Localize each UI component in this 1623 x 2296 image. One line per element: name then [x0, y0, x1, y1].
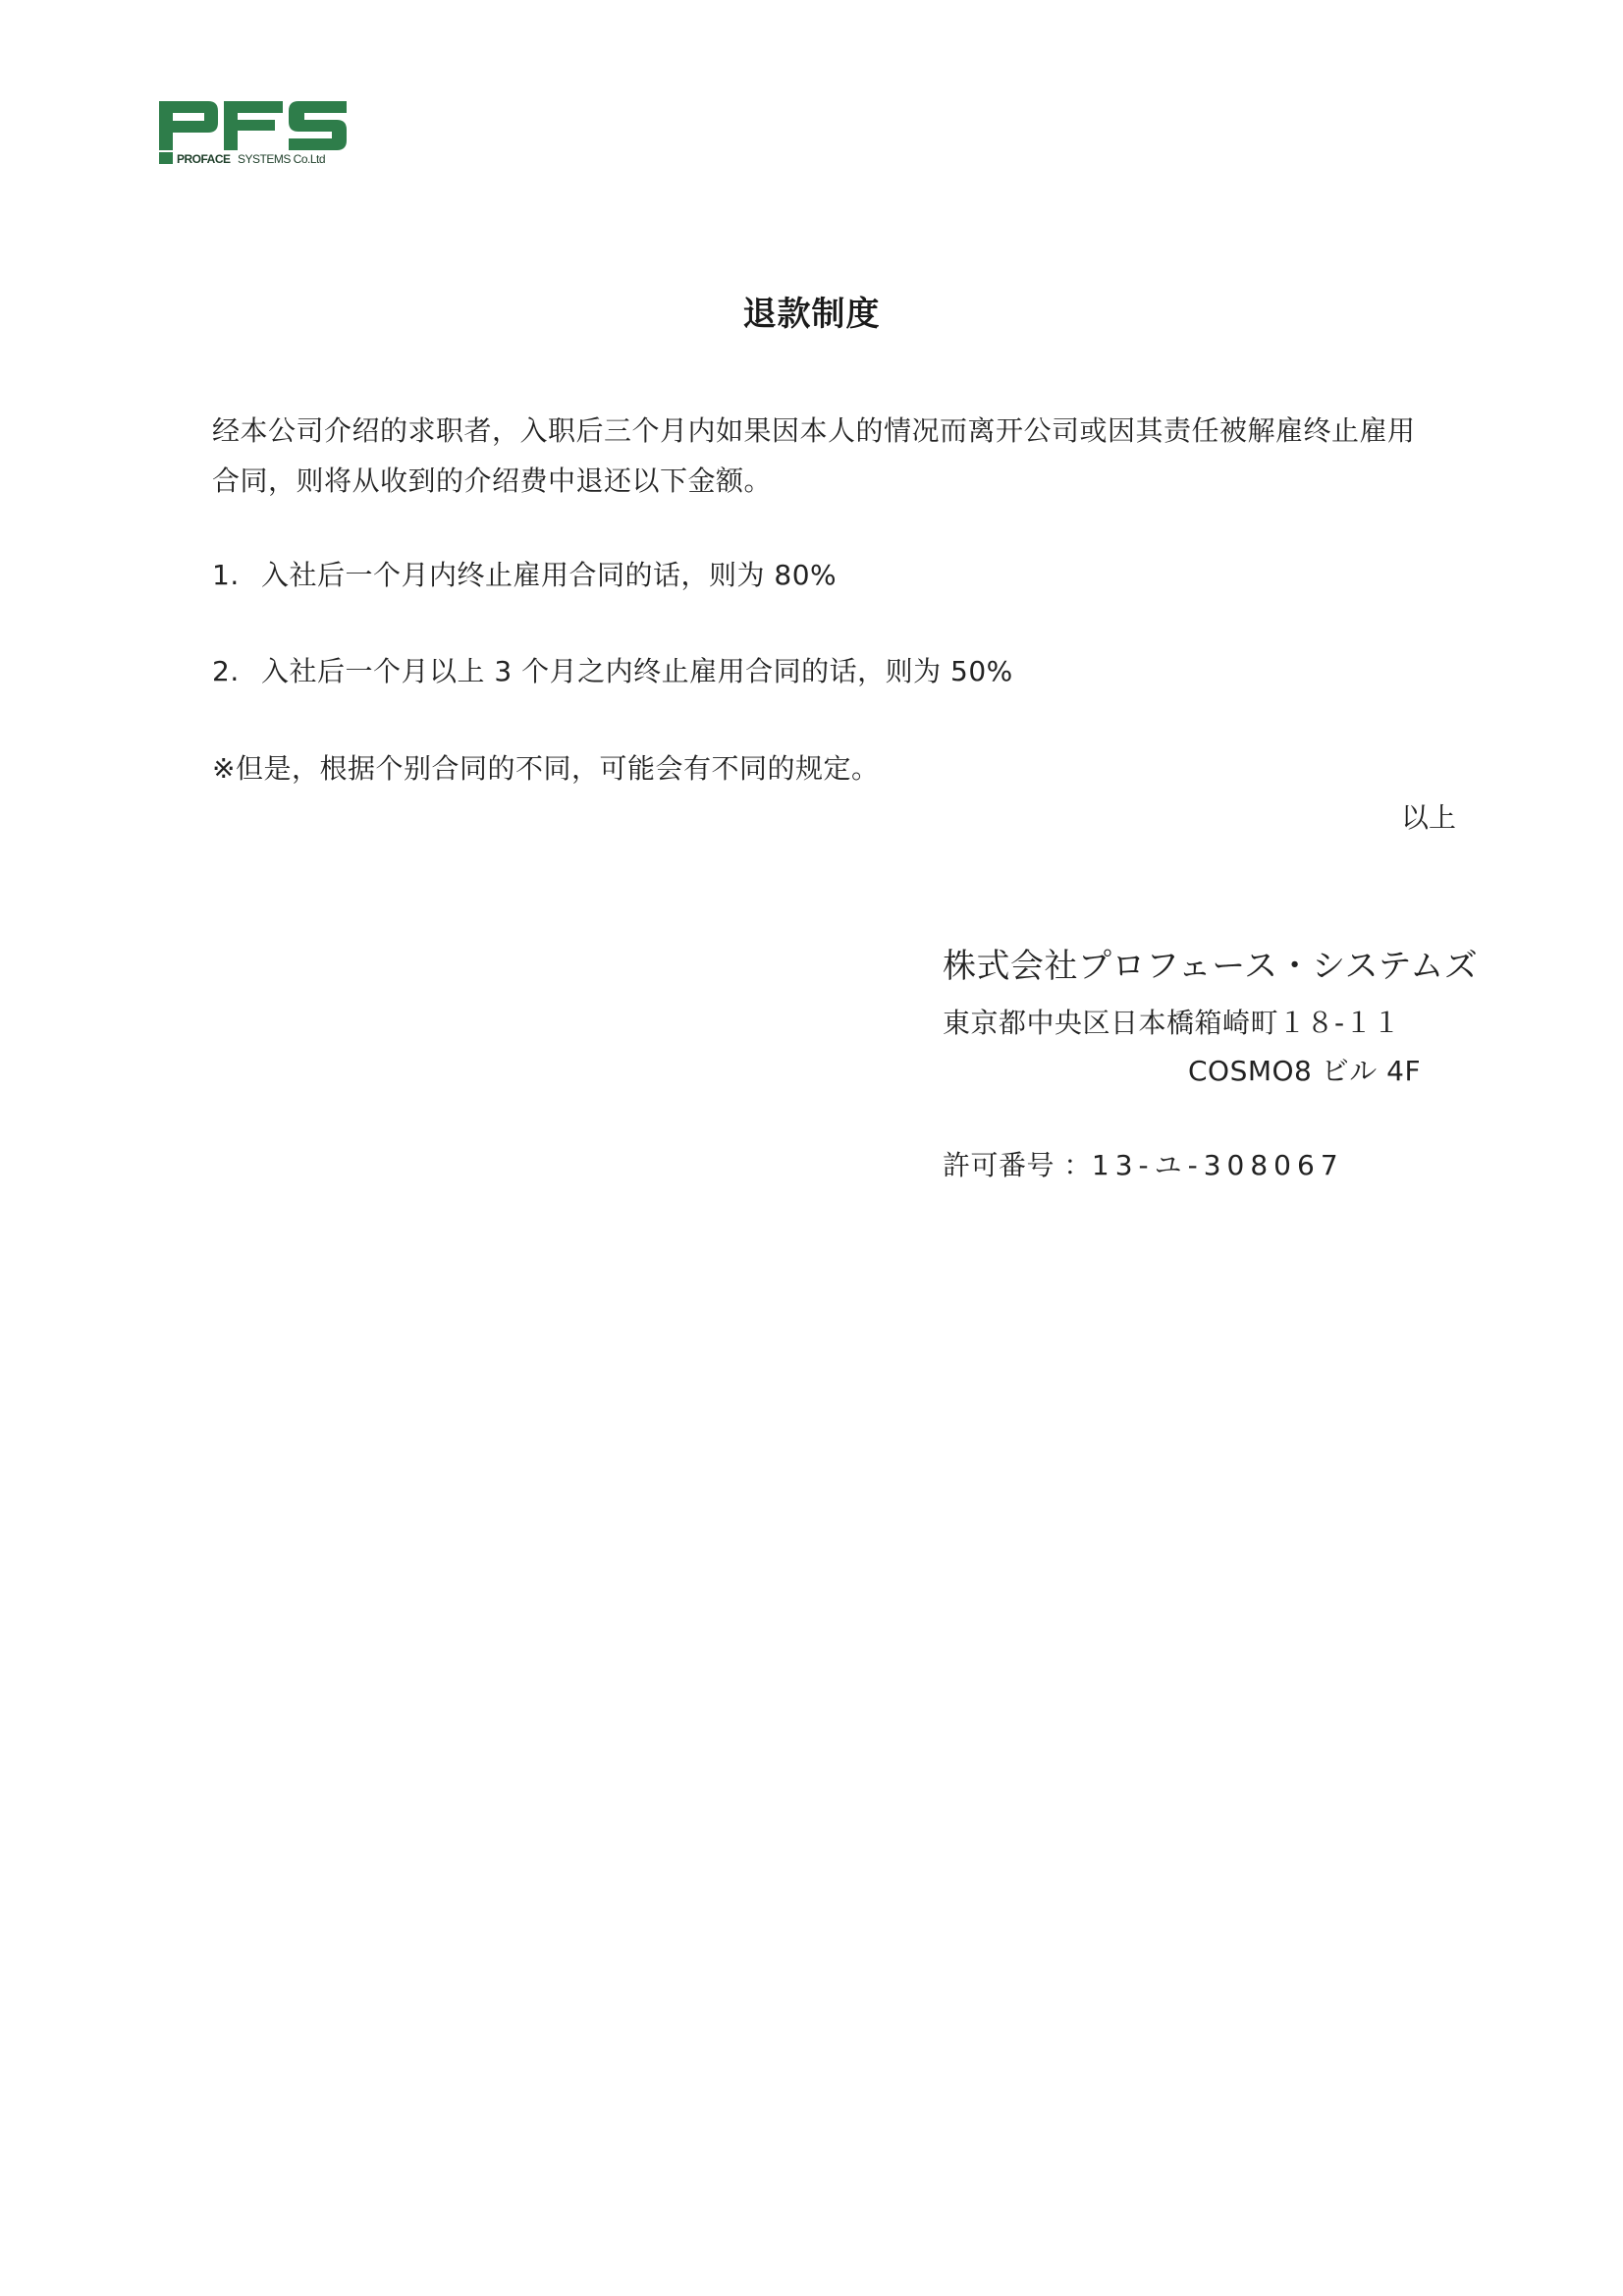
item-number: 1.	[212, 559, 240, 591]
intro-line-2: 合同，则将从收到的介绍费中退还以下金额。	[212, 465, 773, 497]
svg-text:PROFACE: PROFACE	[177, 152, 231, 166]
license-value: 13-ユ-308067	[1091, 1149, 1344, 1181]
pfs-logo-icon	[157, 93, 349, 167]
item-text: 入社后一个月内终止雇用合同的话，则为 80%	[261, 559, 838, 591]
license-number	[943, 1146, 1344, 1185]
svg-text:SYSTEMS Co.Ltd: SYSTEMS Co.Ltd	[238, 152, 326, 166]
intro-line-1: 经本公司介绍的求职者，入职后三个月内如果因本人的情况而离开公司或因其责任被解雇终止雇用	[212, 414, 1416, 447]
company-address-line-2: COSMO8 ビル 4F	[1188, 1055, 1422, 1087]
item-text: 入社后一个月以上 3 个月之内终止雇用合同的话，则为 50%	[261, 655, 1013, 687]
company-logo	[157, 93, 349, 167]
company-name: 株式会社プロフェース・システムズ	[943, 947, 1479, 986]
item-number: 2.	[212, 655, 240, 687]
refund-item-2	[212, 652, 1013, 691]
intro-paragraph	[212, 406, 1449, 506]
license-label: 許可番号 ：	[943, 1149, 1092, 1181]
company-address-line-1: 東京都中央区日本橋箱崎町１８-１１	[943, 1007, 1401, 1039]
page-title: 退款制度	[742, 295, 881, 334]
refund-item-1	[212, 556, 837, 595]
closing-text: 以上	[1400, 801, 1456, 834]
note-text: ※但是，根据个别合同的不同，可能会有不同的规定。	[212, 752, 880, 785]
